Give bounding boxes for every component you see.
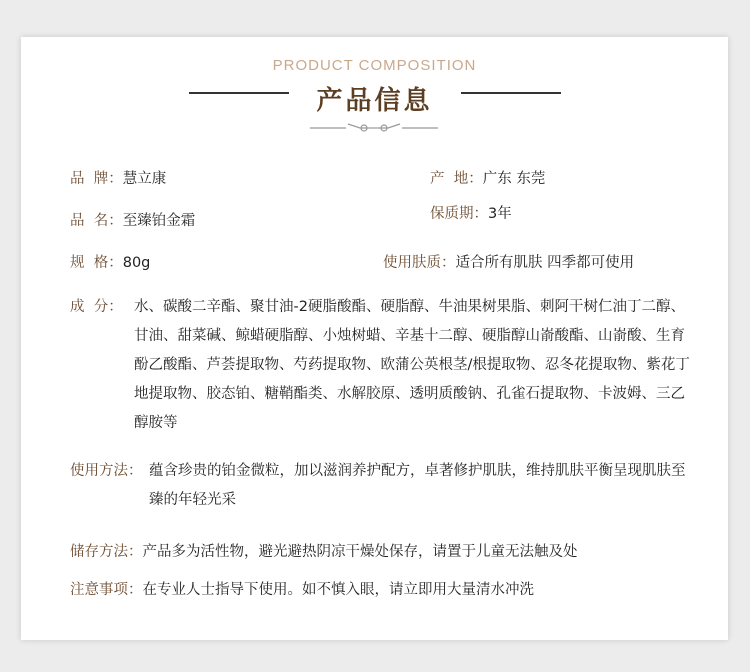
section-subtitle: PRODUCT COMPOSITION — [272, 57, 477, 74]
divider-right — [461, 92, 561, 94]
spec-row: 规 格：80g — [70, 255, 151, 271]
brand-row: 品 牌：慧立康 — [70, 171, 167, 187]
ornament-icon — [308, 121, 440, 135]
storage-row: 储存方法：产品多为活性物，避光避热阴凉干燥处保存，请置于儿童无法触及处 — [70, 544, 578, 560]
usage-value: 蕴含珍贵的铂金微粒，加以滋润养护配方，卓著修护肌肤，维持肌肤平衡呈现肌肤至臻的年轻光采 — [149, 463, 686, 508]
origin-row: 产 地：广东 东莞 — [430, 171, 546, 187]
usage-label: 使用方法： — [70, 463, 143, 479]
product-info-card — [21, 37, 728, 640]
section-title: 产品信息 — [316, 86, 433, 116]
caution-row: 注意事项：在专业人士指导下使用。如不慎入眼，请立即用大量清水冲洗 — [70, 582, 534, 598]
ingredients-label: 成 分： — [70, 299, 123, 315]
skin-type-row: 使用肤质：适合所有肌肤 四季都可使用 — [383, 255, 635, 271]
ingredients-value: 水、碳酸二辛酯、聚甘油-2硬脂酸酯、硬脂醇、牛油果树果脂、刺阿干树仁油丁二醇、甘油、甜菜碱、鲸蜡硬脂醇、小烛树蜡、辛基十二醇、硬脂醇山嵛酸酯、山嵛酸、生育酚乙酸酯、芦荟提取物、芍药提取物、欧蒲公英根茎/根提取物、忍冬花提取物、紫花丁地提取物、胶态铂、糖鞘酯类、水解胶原、透明质酸钠、孔雀石提取物、卡波姆、三乙醇胺等 — [134, 299, 690, 431]
shelf-life-row: 保质期：3年 — [430, 206, 512, 222]
name-row: 品 名：至臻铂金霜 — [70, 213, 196, 229]
